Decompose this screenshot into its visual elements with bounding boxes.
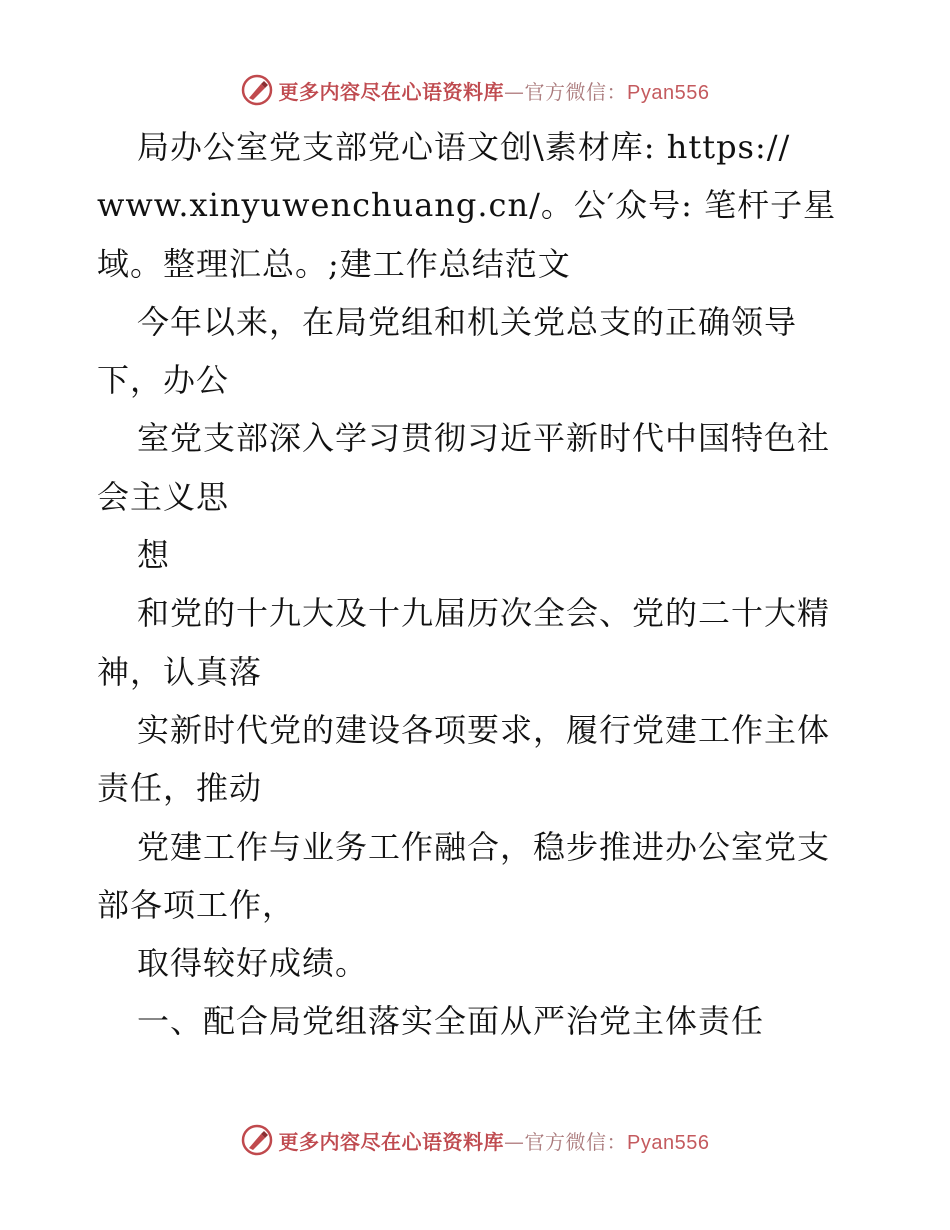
body-line: 实新时代党的建设各项要求，履行党建工作主体 [137, 710, 831, 749]
footer-watermark [0, 1120, 950, 1160]
watermark-main: 更多内容尽在心语资料库 [278, 79, 505, 104]
watermark-main: 更多内容尽在心语资料库 [278, 1129, 505, 1154]
watermark-sub: 官方微信： [524, 1129, 628, 1154]
watermark-text [279, 1126, 710, 1155]
body-line: 部各项工作， [97, 885, 296, 924]
watermark-dash: — [504, 79, 525, 104]
watermark-sub: 官方微信： [524, 79, 628, 104]
document-body [97, 118, 857, 1051]
body-line: 域。整理汇总。;建工作总结范文 [97, 244, 571, 283]
body-line: 下，办公 [97, 361, 230, 400]
body-line: 想 [137, 536, 171, 575]
body-line: 今年以来，在局党组和机关党总支的正确领导 [137, 302, 798, 341]
body-line: 取得较好成绩。 [137, 944, 369, 983]
body-line: www.xinyuwenchuang.cn/。公′众号: 笔杆子星 [97, 186, 837, 225]
body-line: 责任，推动 [97, 769, 263, 808]
pen-logo-icon [241, 1124, 273, 1156]
body-line: 会主义思 [97, 477, 230, 516]
body-line: 一、配合局党组落实全面从严治党主体责任 [137, 1002, 765, 1041]
body-line: 局办公室党支部党心语文创\素材库: https:// [137, 128, 791, 166]
body-line: 和党的十九大及十九届历次全会、党的二十大精 [137, 594, 831, 633]
body-line: 党建工作与业务工作融合，稳步推进办公室党支 [137, 827, 831, 866]
watermark-dash: — [504, 1129, 525, 1154]
watermark-id: Pyan556 [627, 81, 710, 104]
pen-logo-icon [241, 74, 273, 106]
watermark-id: Pyan556 [627, 1131, 710, 1154]
watermark-text [279, 76, 710, 105]
body-line: 神，认真落 [97, 652, 263, 691]
body-line: 室党支部深入学习贯彻习近平新时代中国特色社 [137, 419, 831, 458]
header-watermark [0, 70, 950, 110]
